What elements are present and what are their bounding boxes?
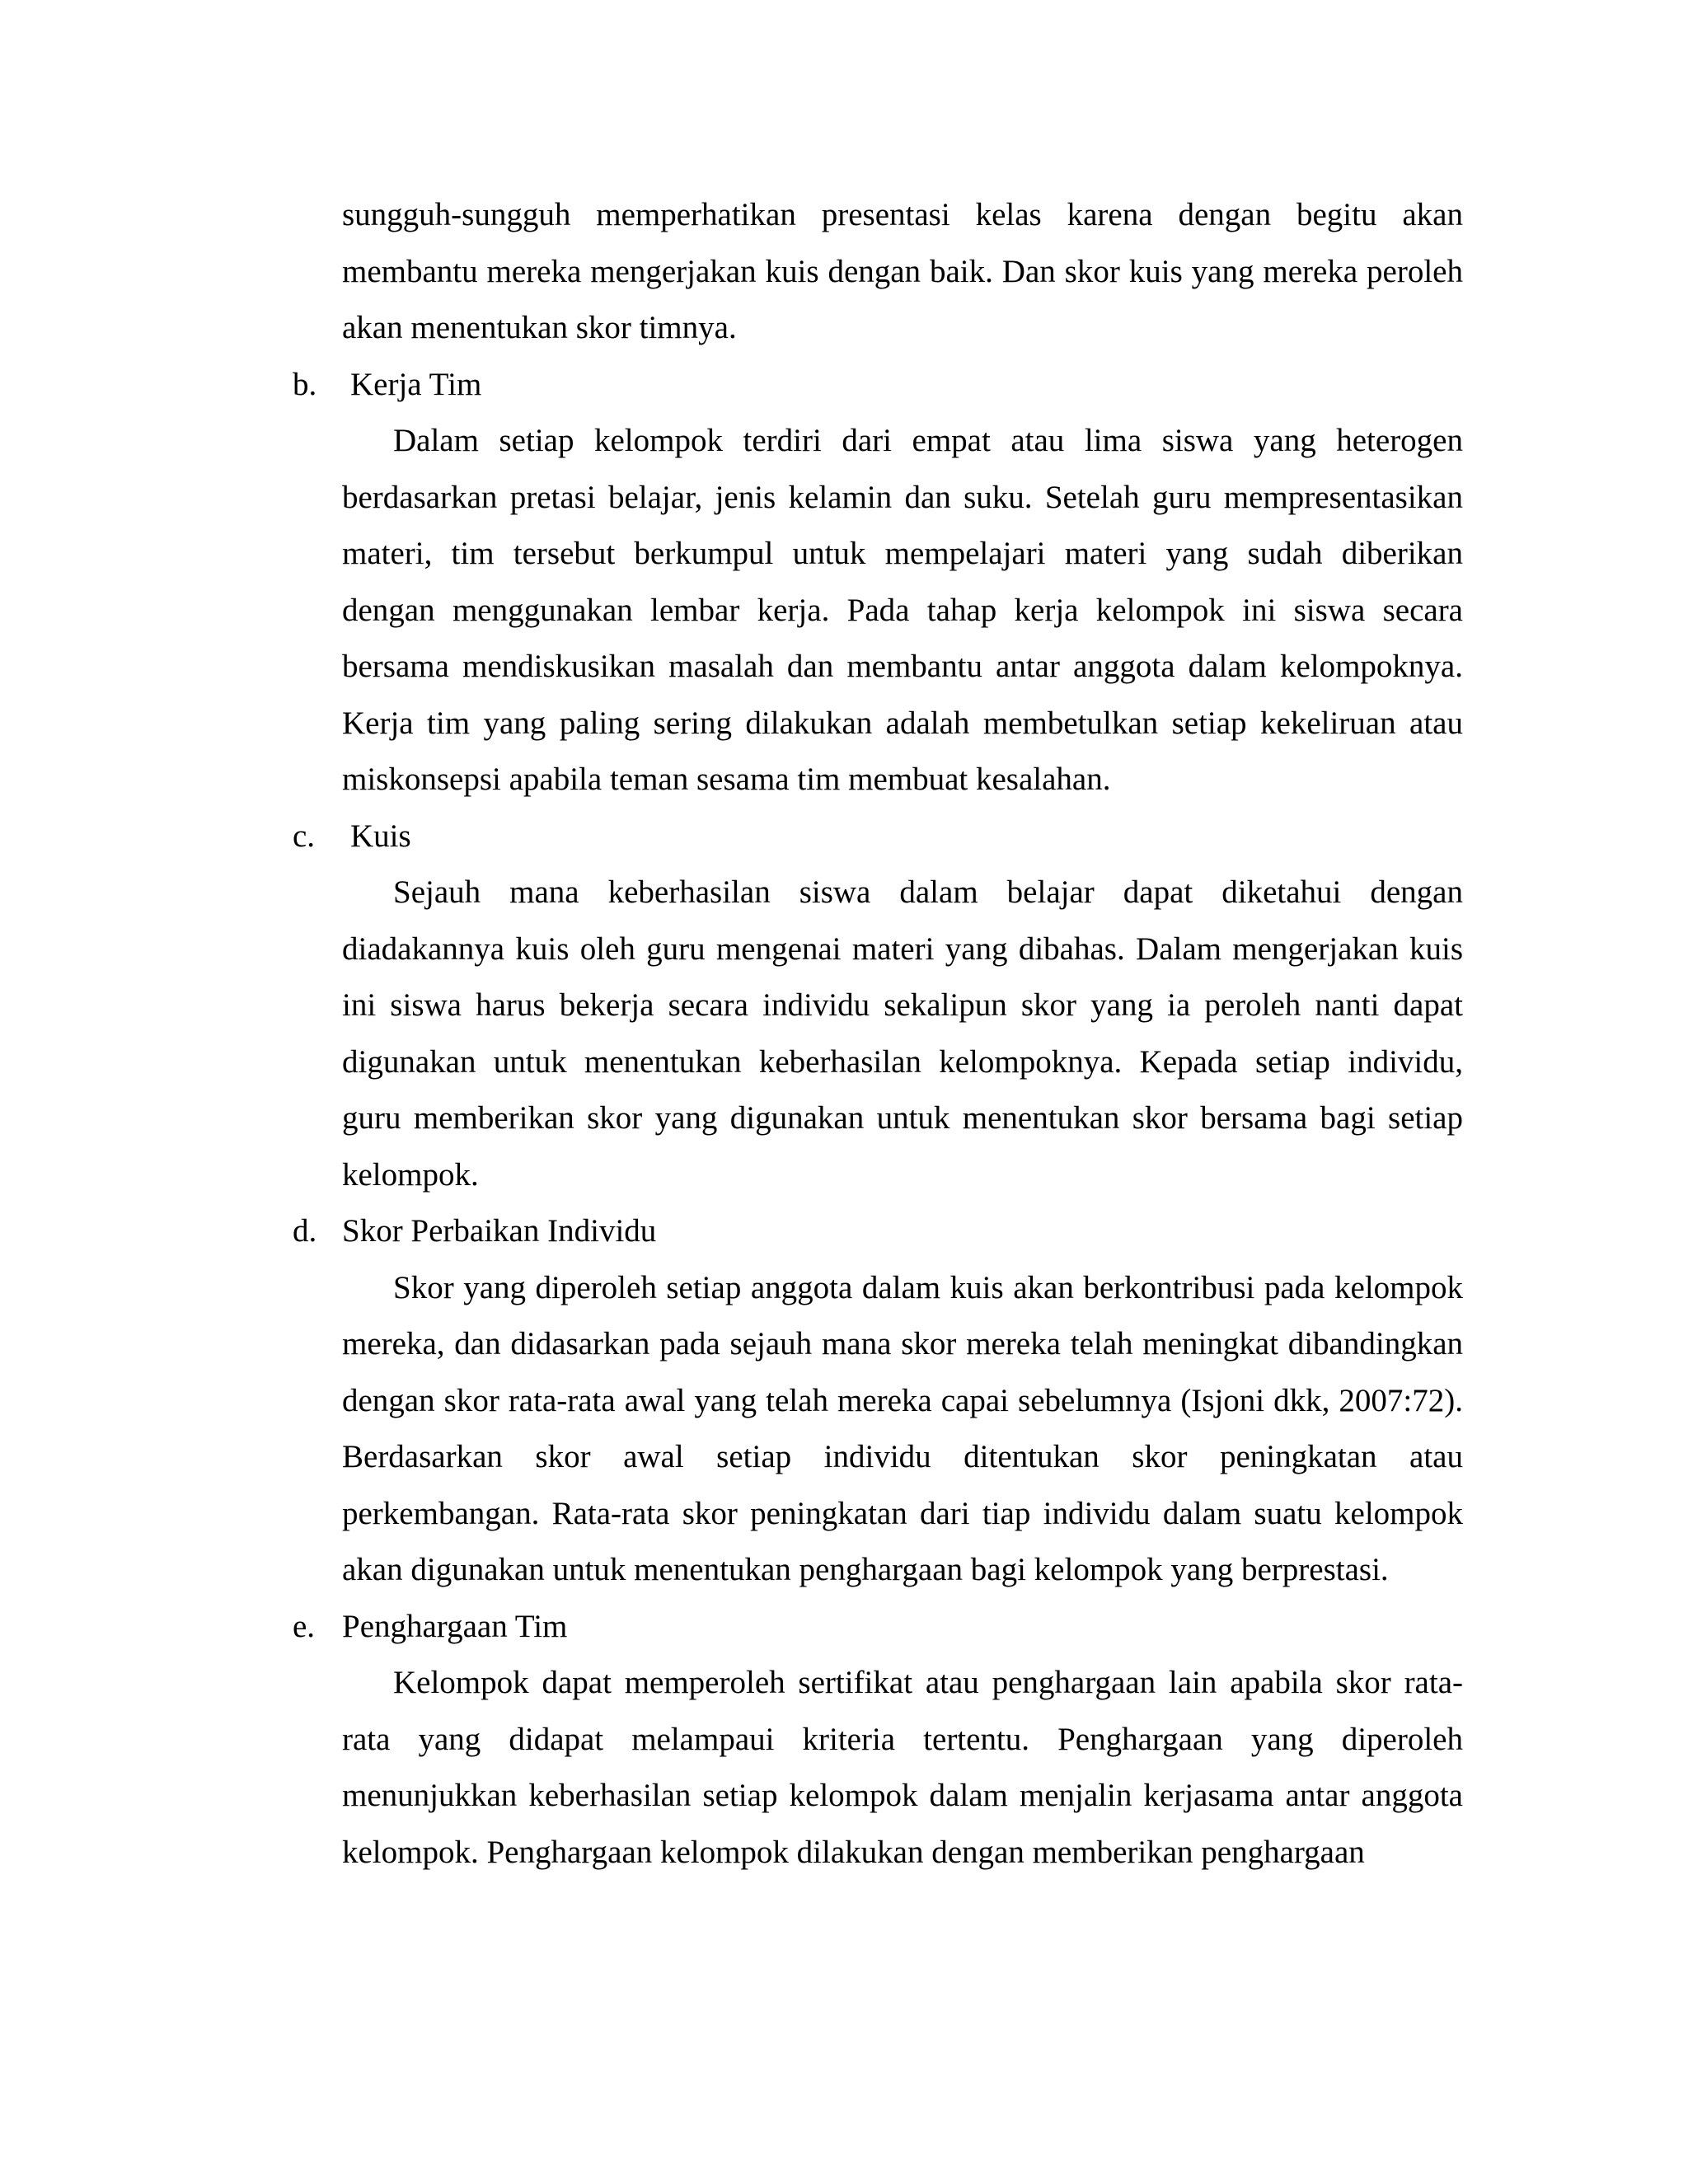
section-heading-kerja-tim <box>293 357 1463 414</box>
section-paragraph-skor-perbaikan-individu: Skor yang diperoleh setiap anggota dalam kuis akan berkontribusi pada kelompok mereka, dan didasarkan pada sejauh mana skor mereka telah meningkat dibandingkan dengan skor rata-rata awal yang telah mereka capai sebelumnya (Isjoni dkk, 2007:72). Berdasarkan skor awal setiap individu ditentukan skor peningkatan atau perkembangan. Rata-rata skor peningkatan dari tiap individu dalam suatu kelompok akan digunakan untuk menentukan penghargaan bagi kelompok yang berprestasi. <box>342 1269 1463 1587</box>
section-marker: c. <box>293 818 316 854</box>
section-heading-kuis <box>293 808 1463 865</box>
section-paragraph-penghargaan-tim: Kelompok dapat memperoleh sertifikat atau penghargaan lain apabila skor rata-rata yang didapat melampaui kriteria tertentu. Penghargaan yang diperoleh menunjukkan keberhasilan setiap kelompok dalam menjalin kerjasama antar anggota kelompok. Penghargaan kelompok dilakukan dengan memberikan penghargaan <box>342 1665 1463 1870</box>
section-marker: e. <box>293 1608 316 1644</box>
section-paragraph-kuis: Sejauh mana keberhasilan siswa dalam belajar dapat diketahui dengan diadakannya kuis oleh guru mengenai materi yang dibahas. Dalam mengerjakan kuis ini siswa harus bekerja secara individu sekalipun skor yang ia peroleh nanti dapat digunakan untuk menentukan keberhasilan kelompoknya. Kepada setiap individu, guru memberikan skor yang digunakan untuk menentukan skor bersama bagi setiap kelompok. <box>342 874 1463 1193</box>
section-marker: b. <box>293 366 317 402</box>
section-heading-penghargaan-tim <box>293 1599 1463 1656</box>
page-content <box>293 187 1463 1881</box>
section-title: Kuis <box>350 818 411 854</box>
intro-paragraph: sungguh-sungguh memperhatikan presentasi kelas karena dengan begitu akan membantu mereka mengerjakan kuis dengan baik. Dan skor kuis yang mereka peroleh akan menentukan skor timnya. <box>342 197 1463 345</box>
section-marker: d. <box>293 1213 317 1249</box>
section-paragraph-kerja-tim: Dalam setiap kelompok terdiri dari empat atau lima siswa yang heterogen berdasarkan pretasi belajar, jenis kelamin dan suku. Setelah guru mempresentasikan materi, tim tersebut berkumpul untuk mempelajari materi yang sudah diberikan dengan menggunakan lembar kerja. Pada tahap kerja kelompok ini siswa secara bersama mendiskusikan masalah dan membantu antar anggota dalam kelompoknya. Kerja tim yang paling sering dilakukan adalah membetulkan setiap kekeliruan atau miskonsepsi apabila teman sesama tim membuat kesalahan. <box>342 423 1463 797</box>
section-title: Penghargaan Tim <box>342 1608 568 1644</box>
section-title: Kerja Tim <box>350 366 482 402</box>
section-title: Skor Perbaikan Individu <box>342 1213 657 1249</box>
section-heading-skor-perbaikan-individu <box>293 1203 1463 1260</box>
